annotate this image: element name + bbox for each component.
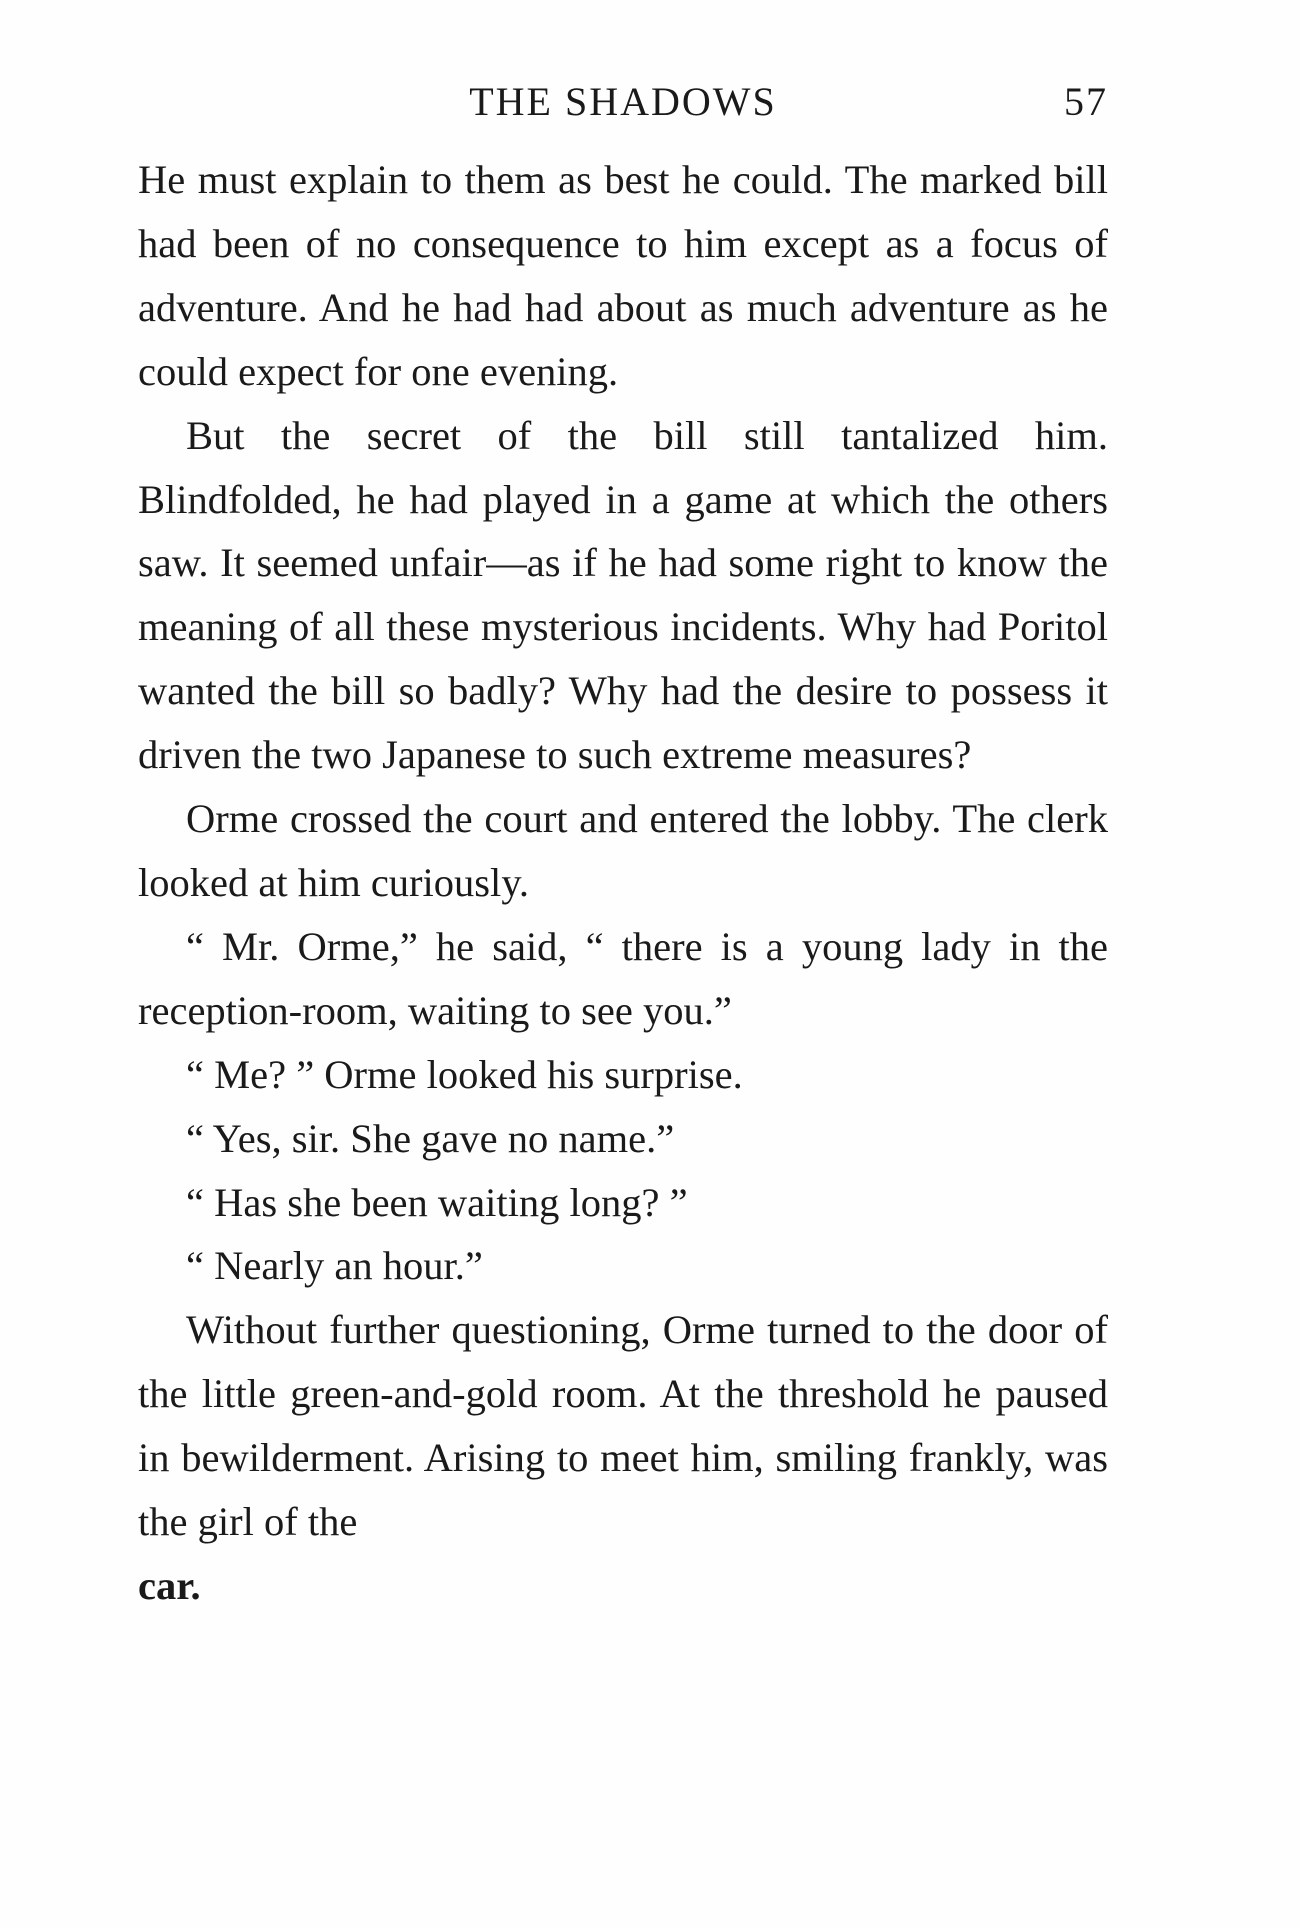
paragraph: But the secret of the bill still tantalized him. Blindfolded, he had played in a game at which the others saw. It seemed unfair—as if he had some right to know the meaning of all these mysterious incidents. Why had Poritol wanted the bill so badly? Why had the desire to possess it driven the two Japanese to such extreme measures? xyxy=(138,412,1108,778)
paragraph-text: Without further questioning, Orme turned to the door of the little green-and-gold room. At the threshold he paused in bewilderment. Arising to meet him, smiling frankly, was the girl of the xyxy=(138,1307,1108,1545)
paragraph: Orme crossed the court and entered the lobby. The clerk looked at him curiously. xyxy=(138,796,1108,905)
page-number: 57 xyxy=(1064,79,1108,124)
body-text xyxy=(138,148,1108,1618)
running-head xyxy=(138,78,1108,138)
paragraph: He must explain to them as best he could. The marked bill had been of no consequence to him except as a focus of adventure. And he had had about as much adventure as he could expect for one evening. xyxy=(138,157,1108,394)
paragraph xyxy=(138,1298,1108,1618)
paragraph: “ Me? ” Orme looked his surprise. xyxy=(186,1051,743,1097)
running-title: THE SHADOWS xyxy=(469,79,777,124)
paragraph: “ Yes, sir. She gave no name.” xyxy=(186,1115,675,1161)
paragraph: “ Nearly an hour.” xyxy=(186,1243,483,1289)
paragraph: “ Has she been waiting long? ” xyxy=(186,1179,688,1225)
paragraph: “ Mr. Orme,” he said, “ there is a young lady in the reception-room, waiting to see you.” xyxy=(138,923,1108,1033)
paragraph-last-word: car. xyxy=(138,1562,201,1608)
